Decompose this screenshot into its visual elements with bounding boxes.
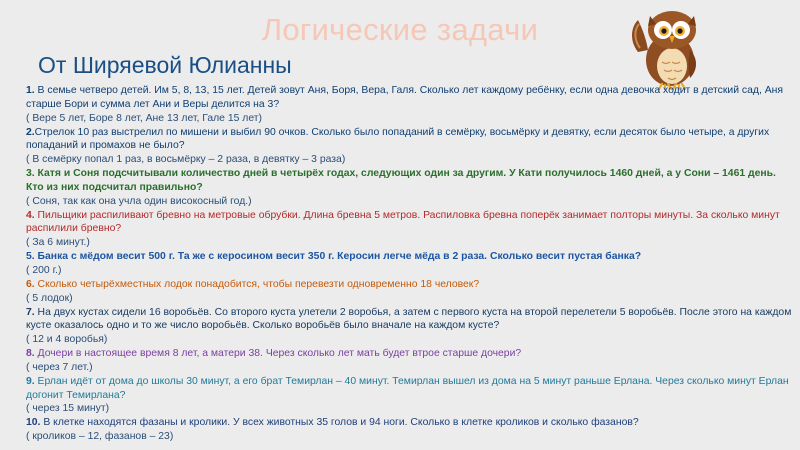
page-title: Логические задачи xyxy=(261,12,539,47)
problem-10 xyxy=(26,416,792,430)
problem-answer: ( через 7 лет.) xyxy=(26,361,93,373)
problem-number: 1. xyxy=(26,85,35,96)
problem-answer: ( 5 лодок) xyxy=(26,292,73,304)
problem-question: Сколько четырёхместных лодок понадобится, чтобы перевезти одновременно 18 человек? xyxy=(34,278,480,290)
problem-question: Пильщики распиливают бревно на метровые обрубки. Длина бревна 5 метров. Распиловка бревна поперёк занимает полторы минуты. За сколько минут распилили бревно? xyxy=(26,209,780,235)
problem-9 xyxy=(26,375,792,403)
problem-answer: ( 12 и 4 воробья) xyxy=(26,334,108,346)
problem-question: Катя и Соня подсчитывали количество дней в четырёх годах, следующих один за другим. У Кати получилось 1460 дней, а у Сони – 1461 день. Кто из них подсчитал правильно? xyxy=(26,168,776,193)
problem-number: 7. xyxy=(26,306,35,318)
problem-1 xyxy=(26,84,792,112)
problem-answer: ( через 15 минут) xyxy=(26,403,110,415)
problem-number: 4. xyxy=(26,209,35,221)
problem-question: Стрелок 10 раз выстрелил по мишени и выбил 90 очков. Сколько было попаданий в семёрку, восьмёрку и девятку, если десяток было четыре, а других попаданий и промахов не было? xyxy=(26,126,770,152)
problem-5 xyxy=(26,250,792,264)
problem-2 xyxy=(26,126,792,154)
problem-4 xyxy=(26,209,792,237)
problem-number: 3. xyxy=(26,168,35,180)
problem-number: 5. xyxy=(26,251,35,263)
problem-number: 10. xyxy=(26,417,41,429)
problem-question: Ерлан идёт от дома до школы 30 минут, а его брат Темирлан – 40 минут. Темирлан вышел из дома на 5 минут раньше Ерлана. Через сколько минут Ерлан догонит Темирлана? xyxy=(26,375,789,401)
page-subtitle: От Ширяевой Юлианны xyxy=(38,52,292,78)
problem-answer: ( Вере 5 лет, Боре 8 лет, Ане 13 лет, Гале 15 лет) xyxy=(26,112,262,124)
problem-question: Дочери в настоящее время 8 лет, а матери 38. Через сколько лет мать будет втрое старше дочери? xyxy=(34,348,522,360)
problem-8 xyxy=(26,347,792,361)
problem-answer: ( За 6 минут.) xyxy=(26,237,90,249)
problem-answer: ( Соня, так как она учла один високосный год.) xyxy=(26,195,252,207)
problem-number: 2. xyxy=(26,126,35,138)
problem-7 xyxy=(26,306,792,334)
problem-answer: ( 200 г.) xyxy=(26,264,62,276)
problems-list xyxy=(26,84,792,444)
problem-question: Банка с мёдом весит 500 г. Та же с керосином весит 350 г. Керосин легче мёда в 2 раза. Сколько весит пустая банка? xyxy=(34,251,642,263)
problem-number: 9. xyxy=(26,375,35,387)
problem-answer: ( кроликов – 12, фазанов – 23) xyxy=(26,431,174,443)
problem-number: 8. xyxy=(26,348,35,360)
problem-number: 6. xyxy=(26,278,35,290)
problem-question: В семье четверо детей. Им 5, 8, 13, 15 лет. Детей зовут Аня, Боря, Вера, Галя. Сколько лет каждому ребёнку, если одна девочка ходит в детский сад, Аня старше Бори и сумма лет Ани и Веры делится на 3? xyxy=(26,85,784,110)
owl-icon xyxy=(628,6,706,90)
problem-question: В клетке находятся фазаны и кролики. У всех животных 35 голов и 94 ноги. Сколько в клетке кроликов и сколько фазанов? xyxy=(40,417,639,429)
problem-answer: ( В семёрку попал 1 раз, в восьмёрку – 2 раза, в девятку – 3 раза) xyxy=(26,154,346,166)
problem-6 xyxy=(26,278,792,292)
problem-question: На двух кустах сидели 16 воробьёв. Со второго куста улетели 2 воробья, а затем с первого куста на второй перелетели 5 воробьёв. После этого на каждом кусте оказалось одно и то же число воробьёв. Сколько воробьёв было вначале на каждом кусте? xyxy=(26,306,792,332)
problem-3 xyxy=(26,167,792,195)
